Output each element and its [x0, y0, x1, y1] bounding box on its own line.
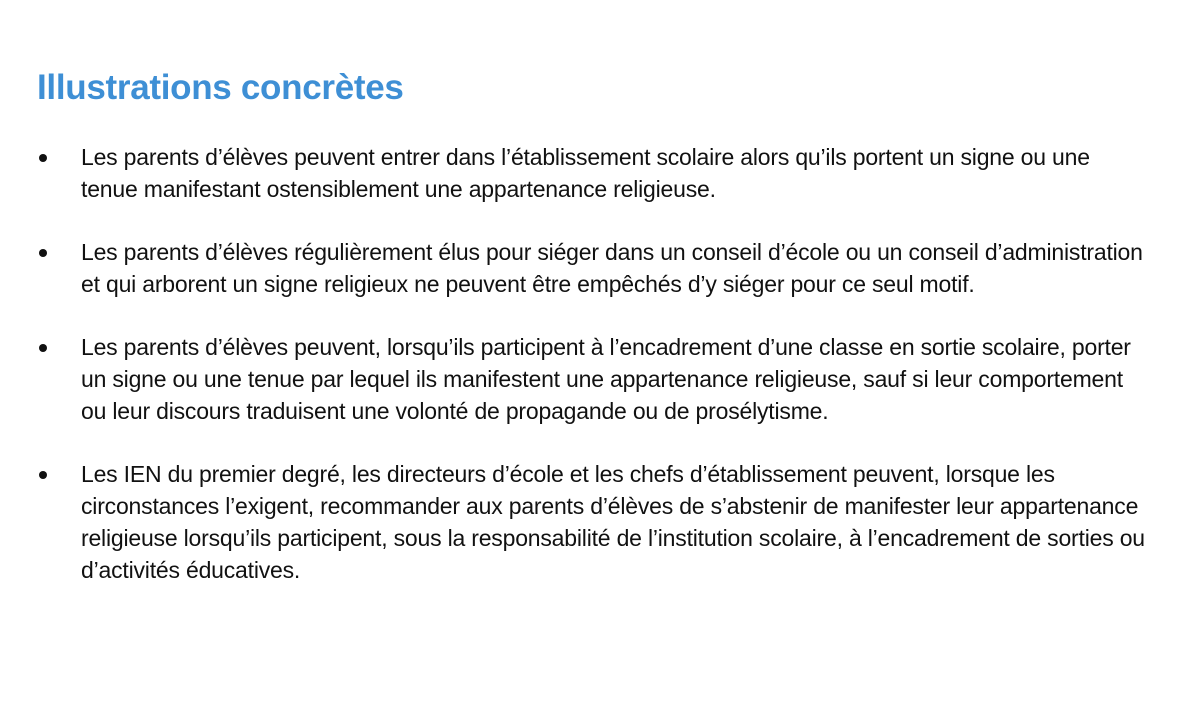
bullet-dot-icon	[39, 471, 47, 479]
bullet-dot-icon	[39, 249, 47, 257]
list-item-text: Les parents d’élèves régulièrement élus pour siéger dans un conseil d’école ou un conseil d’administration et qui arborent un signe religieux ne peuvent être empêchés d’y siéger pour ce seul motif.	[81, 239, 1143, 297]
list-item-text: Les IEN du premier degré, les directeurs d’école et les chefs d’établissement peuvent, lorsque les circonstances l’exigent, recommander aux parents d’élèves de s’abstenir de manifester leur appartenance religieuse lorsqu’ils participent, sous la responsabilité de l’institution scolaire, à l’encadrement de sorties ou d’activités éducatives.	[81, 461, 1145, 583]
list-item	[0, 141, 1179, 205]
section-title: Illustrations concrètes	[37, 68, 404, 107]
bullet-dot-icon	[39, 344, 47, 352]
list-item-text: Les parents d’élèves peuvent, lorsqu’ils participent à l’encadrement d’une classe en sortie scolaire, porter un signe ou une tenue par lequel ils manifestent une appartenance religieuse, sauf si leur comportement ou leur discours traduisent une volonté de propagande ou de prosélytisme.	[81, 334, 1131, 424]
bullet-dot-icon	[39, 154, 47, 162]
list-item	[0, 236, 1179, 300]
list-item-text: Les parents d’élèves peuvent entrer dans l’établissement scolaire alors qu’ils portent un signe ou une tenue manifestant ostensiblement une appartenance religieuse.	[81, 144, 1090, 202]
list-item	[0, 331, 1179, 427]
bullet-list	[0, 141, 1179, 617]
list-item	[0, 458, 1179, 586]
